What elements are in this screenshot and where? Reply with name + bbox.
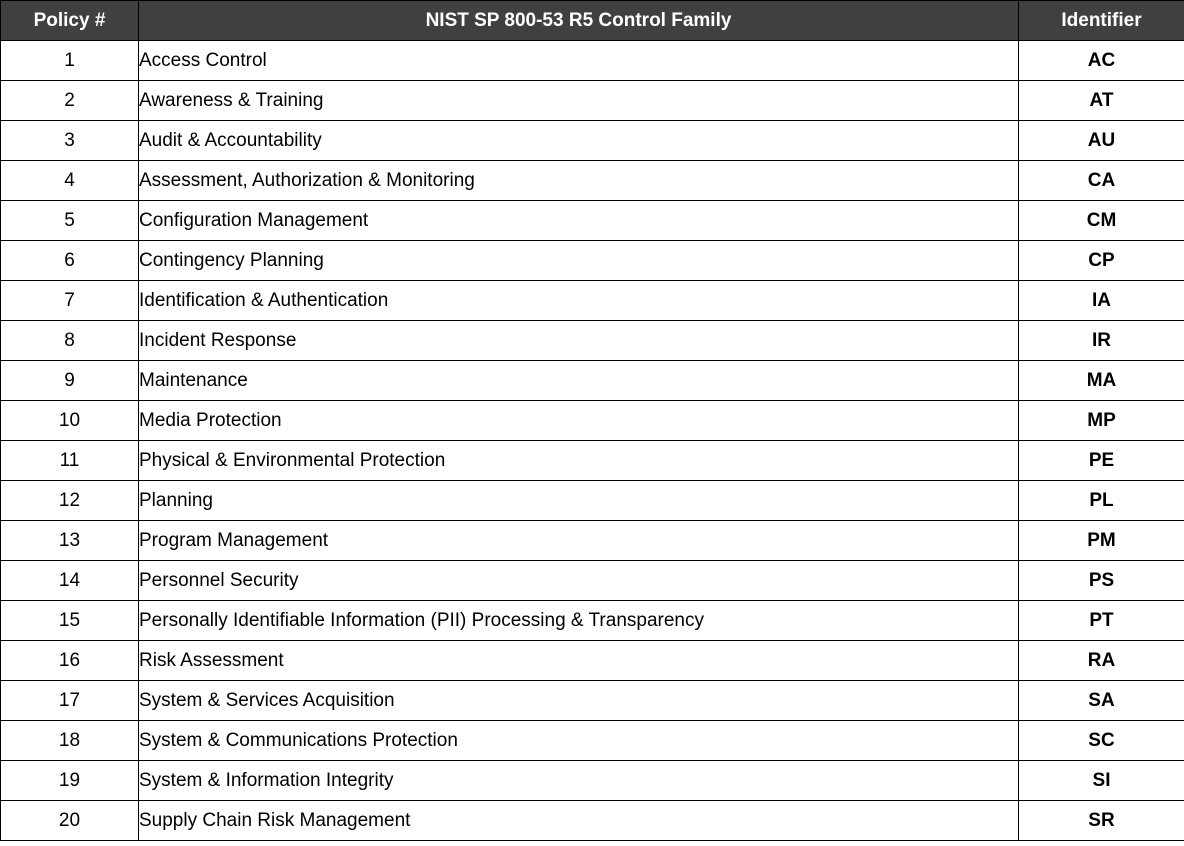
policy-number-cell: 3: [1, 121, 139, 161]
control-family-cell: Maintenance: [139, 361, 1019, 401]
table-row: [1, 41, 1184, 81]
identifier-cell: CM: [1019, 201, 1184, 241]
control-family-cell: Access Control: [139, 41, 1019, 81]
table-row: [1, 441, 1184, 481]
policy-number-cell: 5: [1, 201, 139, 241]
control-family-cell: Awareness & Training: [139, 81, 1019, 121]
control-family-cell: System & Communications Protection: [139, 721, 1019, 761]
identifier-cell: AC: [1019, 41, 1184, 81]
control-family-cell: Program Management: [139, 521, 1019, 561]
table-row: [1, 601, 1184, 641]
identifier-cell: SA: [1019, 681, 1184, 721]
control-family-cell: Identification & Authentication: [139, 281, 1019, 321]
control-family-cell: Assessment, Authorization & Monitoring: [139, 161, 1019, 201]
identifier-cell: IR: [1019, 321, 1184, 361]
identifier-cell: SC: [1019, 721, 1184, 761]
policy-number-cell: 8: [1, 321, 139, 361]
policy-number-cell: 16: [1, 641, 139, 681]
policy-number-cell: 6: [1, 241, 139, 281]
policy-number-cell: 2: [1, 81, 139, 121]
table-row: [1, 521, 1184, 561]
header-policy-number: Policy #: [1, 1, 139, 41]
identifier-cell: PT: [1019, 601, 1184, 641]
table-row: [1, 81, 1184, 121]
identifier-cell: PE: [1019, 441, 1184, 481]
table-row: [1, 561, 1184, 601]
identifier-cell: RA: [1019, 641, 1184, 681]
control-family-cell: System & Information Integrity: [139, 761, 1019, 801]
control-family-cell: Personally Identifiable Information (PII) Processing & Transparency: [139, 601, 1019, 641]
control-family-cell: Physical & Environmental Protection: [139, 441, 1019, 481]
control-family-cell: Configuration Management: [139, 201, 1019, 241]
table-row: [1, 201, 1184, 241]
table-row: [1, 641, 1184, 681]
identifier-cell: PS: [1019, 561, 1184, 601]
identifier-cell: CP: [1019, 241, 1184, 281]
control-family-cell: Planning: [139, 481, 1019, 521]
policy-number-cell: 17: [1, 681, 139, 721]
policy-number-cell: 4: [1, 161, 139, 201]
table-row: [1, 321, 1184, 361]
table-row: [1, 681, 1184, 721]
header-identifier: Identifier: [1019, 1, 1184, 41]
table-row: [1, 481, 1184, 521]
table-header-row: [1, 1, 1184, 41]
policy-number-cell: 11: [1, 441, 139, 481]
control-family-cell: Incident Response: [139, 321, 1019, 361]
table-row: [1, 801, 1184, 841]
table-row: [1, 761, 1184, 801]
identifier-cell: SR: [1019, 801, 1184, 841]
policy-number-cell: 18: [1, 721, 139, 761]
control-family-cell: System & Services Acquisition: [139, 681, 1019, 721]
table-row: [1, 121, 1184, 161]
control-family-cell: Contingency Planning: [139, 241, 1019, 281]
control-family-cell: Media Protection: [139, 401, 1019, 441]
identifier-cell: AU: [1019, 121, 1184, 161]
header-control-family: NIST SP 800-53 R5 Control Family: [139, 1, 1019, 41]
policy-number-cell: 10: [1, 401, 139, 441]
policy-number-cell: 9: [1, 361, 139, 401]
identifier-cell: CA: [1019, 161, 1184, 201]
control-family-cell: Personnel Security: [139, 561, 1019, 601]
identifier-cell: AT: [1019, 81, 1184, 121]
control-family-cell: Audit & Accountability: [139, 121, 1019, 161]
table-row: [1, 721, 1184, 761]
identifier-cell: PM: [1019, 521, 1184, 561]
identifier-cell: MA: [1019, 361, 1184, 401]
table-row: [1, 161, 1184, 201]
control-family-cell: Risk Assessment: [139, 641, 1019, 681]
policy-number-cell: 15: [1, 601, 139, 641]
table-row: [1, 361, 1184, 401]
policy-number-cell: 1: [1, 41, 139, 81]
table-row: [1, 281, 1184, 321]
policy-number-cell: 19: [1, 761, 139, 801]
identifier-cell: SI: [1019, 761, 1184, 801]
policy-number-cell: 20: [1, 801, 139, 841]
identifier-cell: MP: [1019, 401, 1184, 441]
identifier-cell: PL: [1019, 481, 1184, 521]
identifier-cell: IA: [1019, 281, 1184, 321]
policy-number-cell: 14: [1, 561, 139, 601]
policy-number-cell: 7: [1, 281, 139, 321]
table-row: [1, 401, 1184, 441]
table-row: [1, 241, 1184, 281]
policy-number-cell: 12: [1, 481, 139, 521]
control-family-cell: Supply Chain Risk Management: [139, 801, 1019, 841]
policy-number-cell: 13: [1, 521, 139, 561]
